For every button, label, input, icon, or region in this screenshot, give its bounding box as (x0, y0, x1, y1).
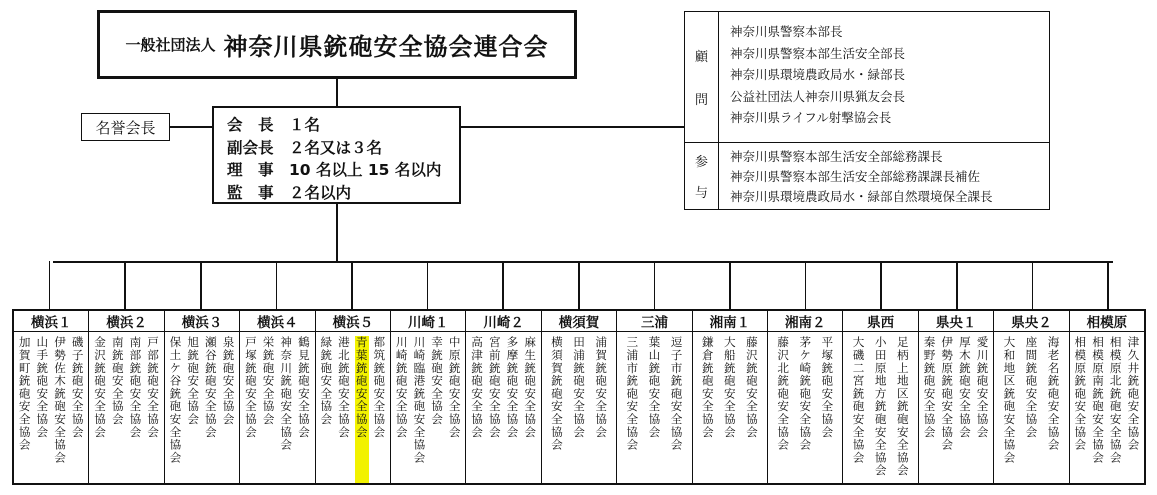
advisors-box (684, 11, 1050, 210)
branch-column (918, 311, 993, 483)
counselor-item: 神奈川県環境農政局水・緑部自然環境保全課長 (730, 189, 993, 204)
branch-associations (919, 332, 993, 483)
connector-officers-branches (336, 204, 338, 262)
association-name: 南銃砲安全協会 (110, 336, 125, 426)
branch-drop-line (805, 261, 807, 310)
association-name: 宮前銃砲安全協会 (487, 336, 502, 439)
branch-drop-line (124, 261, 126, 310)
advisor-item: 公益社団法人神奈川県猟友会長 (730, 88, 906, 104)
title-prefix: 一般社団法人 (125, 36, 216, 54)
advisor-item: 神奈川県ライフル射撃協会長 (730, 110, 892, 125)
branch-drop-line (578, 261, 580, 310)
association-name: 相模原北銃砲安全協会 (1108, 336, 1123, 464)
association-name: 浦賀銃砲安全協会 (594, 336, 609, 439)
branch-associations (240, 332, 314, 483)
association-name: 港北銃砲安全協会 (336, 336, 351, 439)
branch-column (616, 311, 691, 483)
connector-title-officers (336, 79, 338, 106)
association-name: 相模原南銃砲安全協会 (1091, 336, 1106, 464)
branch-name: 県西 (843, 311, 917, 332)
association-name: 泉銃砲安全協会 (221, 336, 236, 426)
branch-drop-line (502, 261, 504, 310)
association-name: 茅ケ崎銃砲安全協会 (798, 336, 813, 452)
branch-name: 県央１ (919, 311, 993, 332)
association-name: 津久井銃砲安全協会 (1126, 336, 1141, 452)
association-name: 愛川銃砲安全協会 (975, 336, 990, 439)
branch-name: 川崎２ (466, 311, 540, 332)
counselor-item: 神奈川県警察本部生活安全部総務課長 (730, 149, 943, 164)
branch-column (239, 311, 314, 483)
association-name: 三浦市銃砲安全協会 (625, 336, 640, 452)
branch-associations (165, 332, 239, 483)
connector-honorary (170, 126, 212, 128)
association-name: 小田原地方銃砲安全協会 (873, 336, 888, 477)
branch-drop-line (351, 261, 353, 310)
counselors-heading-char: 与 (694, 186, 708, 201)
association-name: 鎌倉銃砲安全協会 (700, 336, 715, 439)
counselors-heading-char: 参 (694, 155, 708, 170)
association-name: 藤沢北銃砲安全協会 (776, 336, 791, 452)
association-name: 足柄上地区銃砲安全協会 (895, 336, 910, 477)
branch-name: 横浜４ (240, 311, 314, 332)
branch-column (88, 311, 163, 483)
officers-box (212, 106, 461, 204)
branch-drop-line (956, 261, 958, 310)
association-name-highlighted: 青葉銃砲安全協会 (355, 336, 369, 483)
branch-name: 横浜１ (14, 311, 88, 332)
association-name: 保土ケ谷銃砲安全協会 (168, 336, 183, 464)
branch-column (541, 311, 616, 483)
association-name: 神奈川銃砲安全協会 (279, 336, 294, 452)
branch-associations (466, 332, 540, 483)
counselors-heading (685, 143, 719, 209)
association-name: 海老名銃砲安全協会 (1046, 336, 1061, 452)
branch-drop-line (729, 261, 731, 310)
branch-name: 県央２ (994, 311, 1068, 332)
association-name: 鶴見銃砲安全協会 (296, 336, 311, 439)
branch-column (692, 311, 767, 483)
association-name: 大船銃砲安全協会 (722, 336, 737, 439)
branch-associations (617, 332, 691, 483)
association-name: 麻生銃砲安全協会 (523, 336, 538, 439)
advisor-item: 神奈川県警察本部長 (730, 24, 843, 39)
branch-drop-line (654, 261, 656, 310)
branch-column (390, 311, 465, 483)
title-main: 神奈川県銃砲安全協会連合会 (223, 33, 549, 61)
advisors-list (730, 21, 905, 129)
branch-associations (693, 332, 767, 483)
branch-name: 横須賀 (542, 311, 616, 332)
advisors-heading (685, 12, 719, 142)
advisors-heading-char: 顧 (694, 50, 708, 65)
branch-column (465, 311, 540, 483)
association-name: 伊勢佐木銃砲安全協会 (53, 336, 68, 464)
branch-associations (768, 332, 842, 483)
branch-column (842, 311, 917, 483)
association-name: 高津銃砲安全協会 (470, 336, 485, 439)
association-name: 金沢銃砲安全協会 (93, 336, 108, 439)
association-name: 田浦銃砲安全協会 (572, 336, 587, 439)
association-name: 伊勢原銃砲安全協会 (940, 336, 955, 452)
branch-associations (316, 332, 390, 483)
branch-column (993, 311, 1068, 483)
association-name: 横須賀銃砲安全協会 (549, 336, 564, 452)
officer-line-vice-chair: 副会長 ２名又は３名 (227, 138, 383, 157)
officer-line-directors: 理 事 10 名以上 15 名以内 (227, 161, 442, 179)
association-name: 戸塚銃砲安全協会 (243, 336, 258, 439)
association-name: 旭銃砲安全協会 (186, 336, 201, 426)
branch-associations (994, 332, 1068, 483)
branch-associations (542, 332, 616, 483)
association-name: 南部銃砲安全協会 (128, 336, 143, 439)
counselors-section (685, 142, 1049, 209)
branch-drop-line (200, 261, 202, 310)
branch-name: 相模原 (1070, 311, 1144, 332)
association-name: 葉山銃砲安全協会 (647, 336, 662, 439)
branch-column (315, 311, 390, 483)
honorary-chair-box (81, 113, 170, 141)
branch-name: 川崎１ (391, 311, 465, 332)
association-name: 緑銃砲安全協会 (319, 336, 334, 426)
association-name: 相模原銃砲安全協会 (1073, 336, 1088, 452)
branch-column (1069, 311, 1144, 483)
branch-drop-line (49, 261, 51, 310)
association-name: 磯子銃砲安全協会 (70, 336, 85, 439)
branch-drop-line (880, 261, 882, 310)
association-name: 平塚銃砲安全協会 (820, 336, 835, 439)
branch-column (14, 311, 88, 483)
association-name: 逗子市銃砲安全協会 (669, 336, 684, 452)
branch-column (767, 311, 842, 483)
counselors-list (730, 147, 993, 207)
branch-associations (843, 332, 917, 483)
association-name: 栄銃砲安全協会 (261, 336, 276, 426)
honorary-chair-label: 名誉会長 (95, 118, 156, 137)
branch-name: 三浦 (617, 311, 691, 332)
association-name: 中原銃砲安全協会 (447, 336, 462, 439)
association-name: 川崎臨港銃砲安全協会 (412, 336, 427, 464)
association-name: 川崎銃砲安全協会 (394, 336, 409, 439)
officer-line-auditors: 監 事 ２名以内 (227, 183, 352, 202)
branch-drop-line (276, 261, 278, 310)
branch-drop-line (1107, 261, 1109, 310)
advisors-heading-char: 問 (694, 93, 708, 108)
association-name: 都筑銃砲安全協会 (372, 336, 387, 439)
connector-advisors (461, 126, 684, 128)
counselor-item: 神奈川県警察本部生活安全部総務課課長補佐 (730, 169, 981, 184)
branch-column (164, 311, 239, 483)
association-name: 大磯二宮銃砲安全協会 (851, 336, 866, 464)
association-name: 秦野銃砲安全協会 (922, 336, 937, 439)
association-name: 多摩銃砲安全協会 (505, 336, 520, 439)
association-name: 幸銃砲安全協会 (430, 336, 445, 426)
association-name: 座間銃砲安全協会 (1024, 336, 1039, 439)
association-name: 山手銃砲安全協会 (35, 336, 50, 439)
branch-associations (89, 332, 163, 483)
branch-bus-line (53, 261, 1113, 263)
association-name: 大和地区銃砲安全協会 (1002, 336, 1017, 464)
branch-associations (391, 332, 465, 483)
advisor-item: 神奈川県警察本部生活安全部長 (730, 45, 906, 61)
association-name: 藤沢銃砲安全協会 (744, 336, 759, 439)
branch-name: 横浜３ (165, 311, 239, 332)
branch-drop-line (427, 261, 429, 310)
branch-name: 湘南２ (768, 311, 842, 332)
branch-drop-line (1032, 261, 1034, 310)
branch-associations (1070, 332, 1144, 483)
branch-name: 横浜５ (316, 311, 390, 332)
advisor-item: 神奈川県環境農政局水・緑部長 (730, 67, 906, 82)
advisors-section (685, 12, 1049, 142)
officer-line-chair: 会 長 １名 (227, 116, 321, 134)
association-name: 戸部銃砲安全協会 (146, 336, 161, 439)
association-name: 加賀町銃砲安全協会 (17, 336, 32, 452)
branch-name: 湘南１ (693, 311, 767, 332)
branch-name: 横浜２ (89, 311, 163, 332)
association-name: 瀬谷銃砲安全協会 (203, 336, 218, 439)
branch-grid (12, 309, 1146, 485)
branch-associations (14, 332, 88, 483)
association-name: 厚木銃砲安全協会 (957, 336, 972, 439)
organization-title (97, 10, 577, 79)
